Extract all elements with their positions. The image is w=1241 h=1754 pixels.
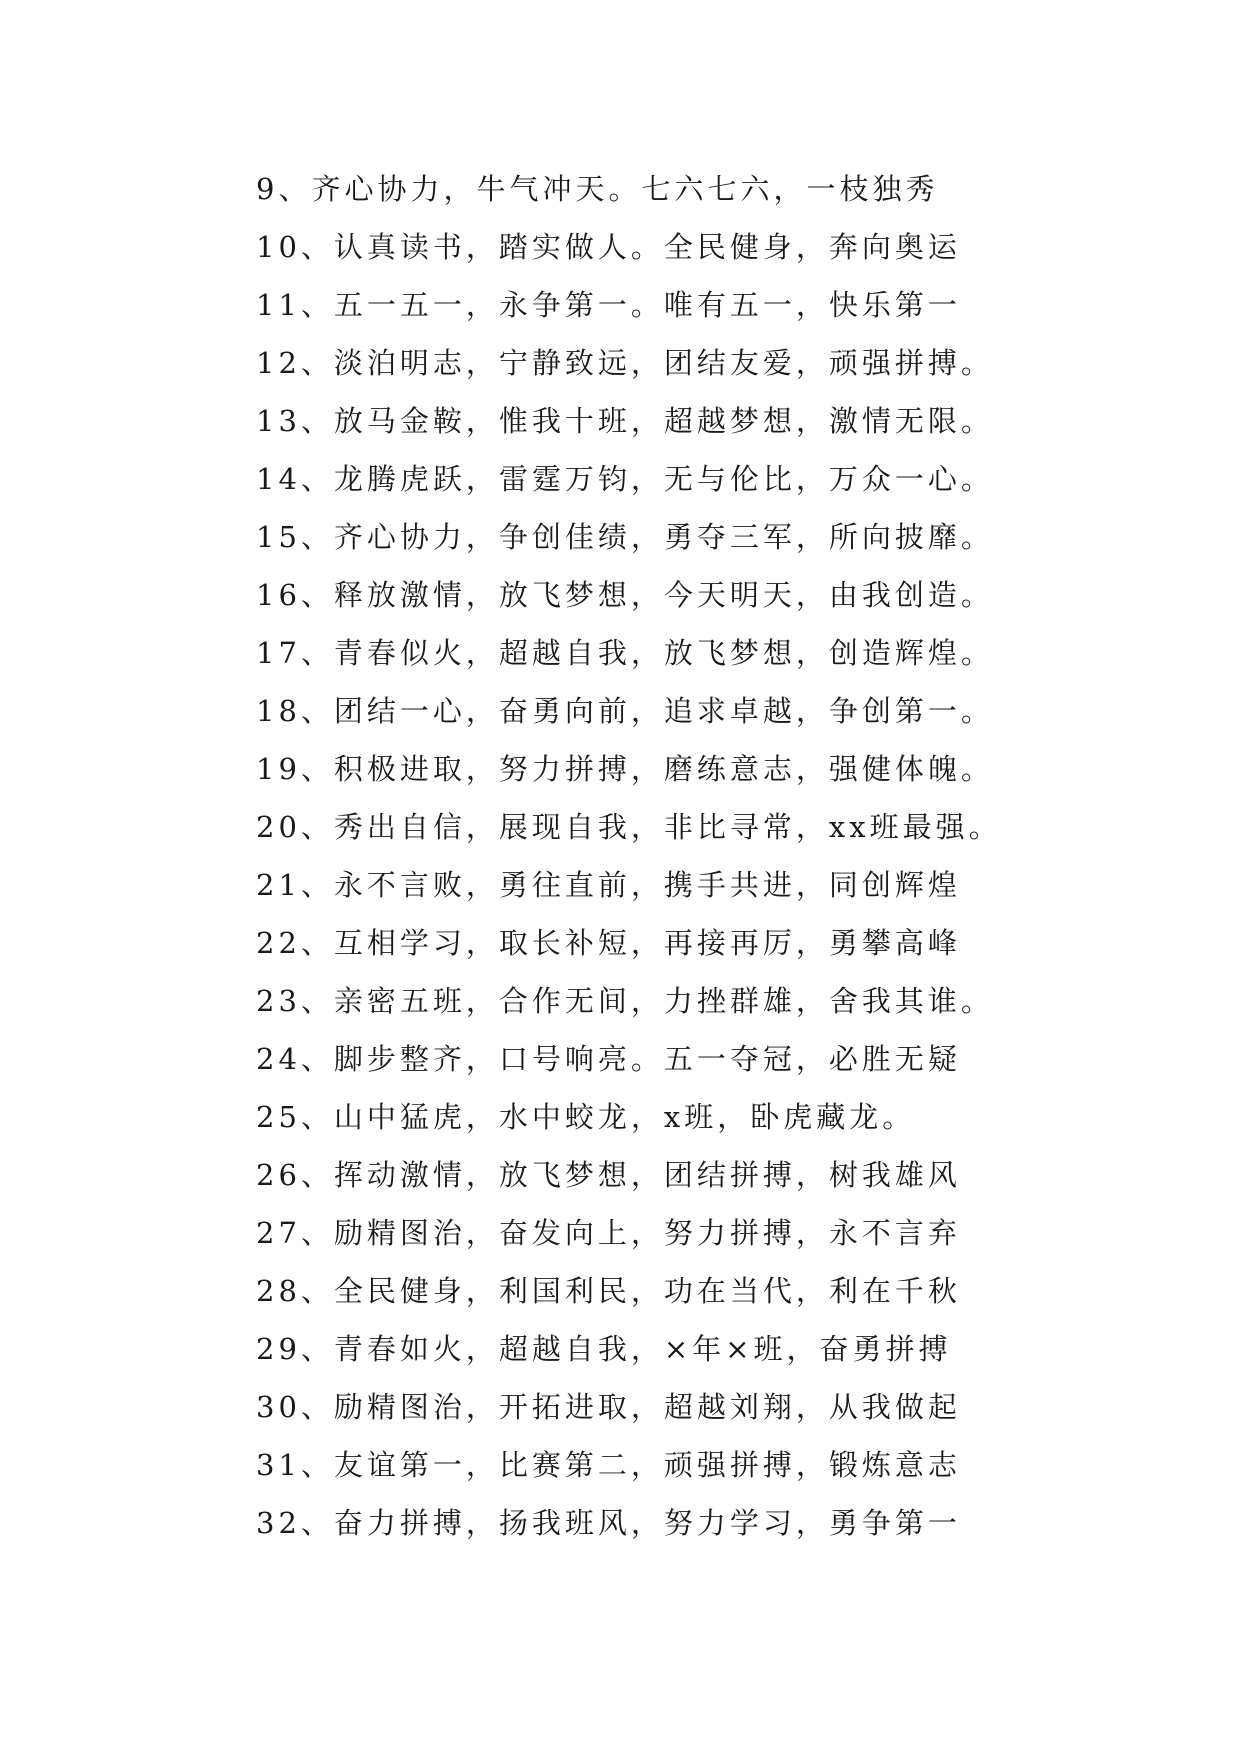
slogan-line: 20、秀出自信，展现自我，非比寻常，xx班最强。 — [256, 810, 1002, 844]
slogan-line: 30、励精图治，开拓进取，超越刘翔，从我做起 — [256, 1390, 961, 1424]
slogan-line: 28、全民健身，利国利民，功在当代，利在千秋 — [256, 1274, 961, 1308]
slogan-line: 14、龙腾虎跃，雷霆万钧，无与伦比，万众一心。 — [256, 462, 994, 496]
slogan-line: 27、励精图治，奋发向上，努力拼搏，永不言弃 — [256, 1216, 961, 1250]
slogan-line: 29、青春如火，超越自我，×年×班，奋勇拼搏 — [256, 1332, 952, 1366]
slogan-line: 32、奋力拼搏，扬我班风，努力学习，勇争第一 — [256, 1506, 961, 1540]
slogan-line: 31、友谊第一，比赛第二，顽强拼搏，锻炼意志 — [256, 1448, 961, 1482]
slogan-line: 26、挥动激情，放飞梦想，团结拼搏，树我雄风 — [256, 1158, 961, 1192]
slogan-line: 24、脚步整齐，口号响亮。五一夺冠，必胜无疑 — [256, 1042, 961, 1076]
slogan-line: 19、积极进取，努力拼搏，磨练意志，强健体魄。 — [256, 752, 994, 786]
slogan-line: 11、五一五一，永争第一。唯有五一，快乐第一 — [256, 288, 961, 322]
slogan-line: 9、齐心协力，牛气冲天。七六七六，一枝独秀 — [256, 172, 939, 206]
slogan-line: 22、互相学习，取长补短，再接再厉，勇攀高峰 — [256, 926, 961, 960]
slogan-line: 15、齐心协力，争创佳绩，勇夺三军，所向披靡。 — [256, 520, 994, 554]
slogan-line: 17、青春似火，超越自我，放飞梦想，创造辉煌。 — [256, 636, 994, 670]
slogan-list — [256, 160, 1136, 1552]
slogan-line: 25、山中猛虎，水中蛟龙，x班，卧虎藏龙。 — [256, 1100, 916, 1134]
slogan-line: 21、永不言败，勇往直前，携手共进，同创辉煌 — [256, 868, 961, 902]
slogan-line: 18、团结一心，奋勇向前，追求卓越，争创第一。 — [256, 694, 994, 728]
slogan-line: 16、释放激情，放飞梦想，今天明天，由我创造。 — [256, 578, 994, 612]
slogan-line: 13、放马金鞍，惟我十班，超越梦想，激情无限。 — [256, 404, 994, 438]
slogan-line: 23、亲密五班，合作无间，力挫群雄，舍我其谁。 — [256, 984, 994, 1018]
slogan-line: 10、认真读书，踏实做人。全民健身，奔向奥运 — [256, 230, 961, 264]
slogan-line: 12、淡泊明志，宁静致远，团结友爱，顽强拼搏。 — [256, 346, 994, 380]
